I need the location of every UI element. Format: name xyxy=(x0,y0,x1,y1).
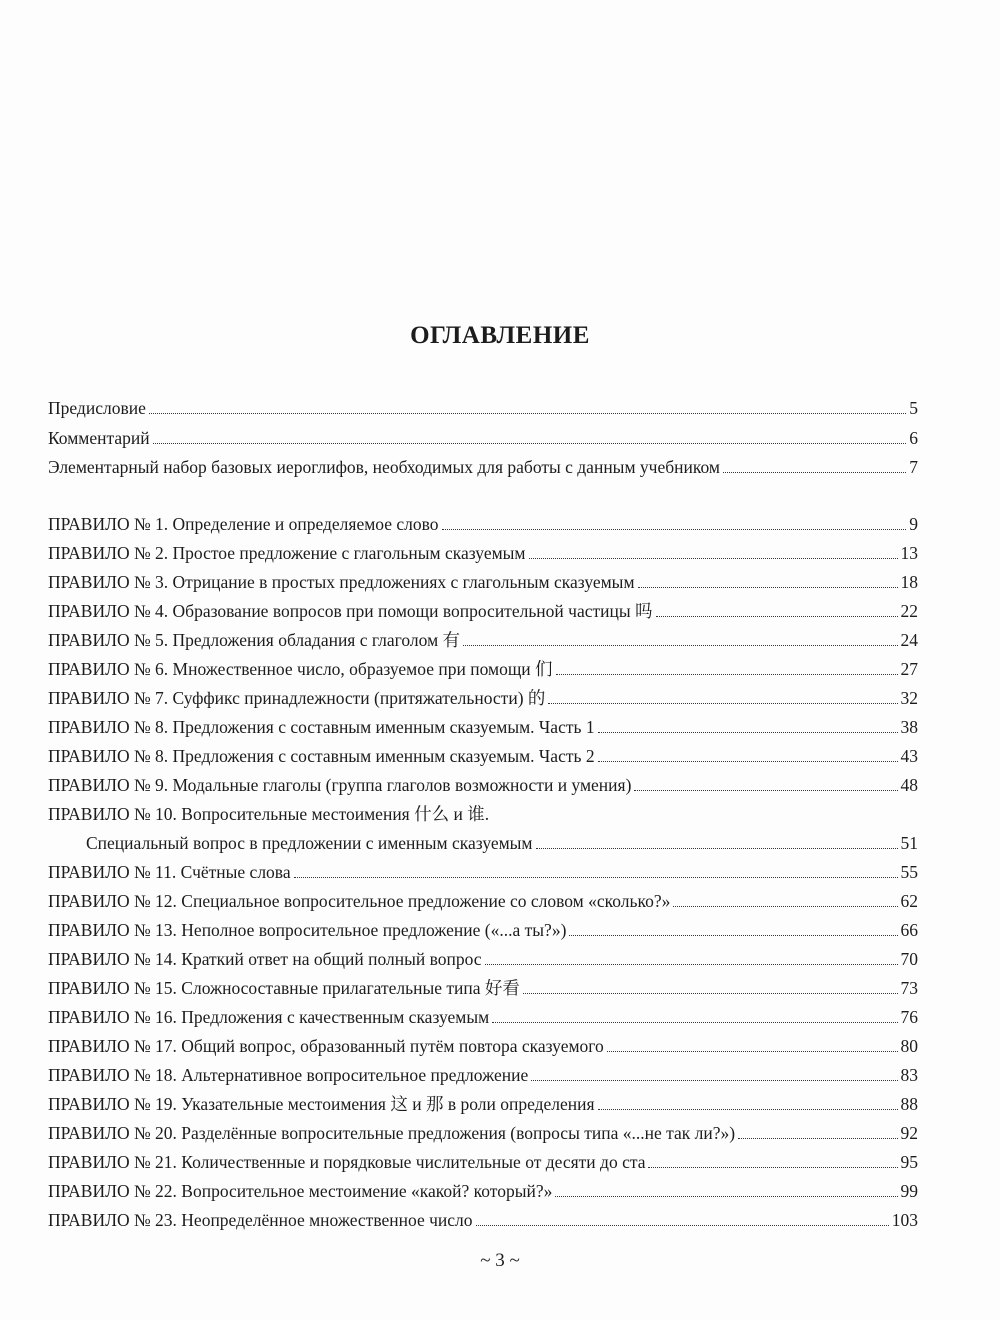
toc-entry[interactable] xyxy=(48,392,918,418)
toc-entry-page: 22 xyxy=(900,601,918,621)
toc-entry-page: 32 xyxy=(900,688,918,708)
toc-entry-label: ПРАВИЛО № 9. Модальные глаголы (группа глаголов возможности и умения) xyxy=(48,775,632,795)
toc-entry[interactable] xyxy=(48,1030,918,1056)
toc-entry[interactable] xyxy=(48,1204,918,1230)
dot-leader xyxy=(569,935,897,936)
toc-entry-page: 73 xyxy=(900,978,918,998)
toc-entry-continuation[interactable] xyxy=(48,827,918,853)
toc-entry[interactable] xyxy=(48,1117,918,1143)
toc-entry-page: 9 xyxy=(909,514,918,534)
toc-entry-label: ПРАВИЛО № 3. Отрицание в простых предложениях с глагольным сказуемым xyxy=(48,572,635,592)
toc-entry-page: 38 xyxy=(900,717,918,737)
toc-entry[interactable] xyxy=(48,972,918,998)
dot-leader xyxy=(648,1167,897,1168)
toc-entry-label: Предисловие xyxy=(48,398,146,418)
toc-entry[interactable] xyxy=(48,885,918,911)
toc-entry-page: 66 xyxy=(900,920,918,940)
toc-entry[interactable] xyxy=(48,537,918,563)
toc-entry-label: ПРАВИЛО № 1. Определение и определяемое слово xyxy=(48,514,439,534)
toc-entry[interactable] xyxy=(48,508,918,534)
dot-leader xyxy=(485,964,898,965)
toc-entry-label: ПРАВИЛО № 17. Общий вопрос, образованный путём повтора сказуемого xyxy=(48,1036,604,1056)
toc-entry[interactable] xyxy=(48,595,918,621)
dot-leader xyxy=(492,1022,897,1023)
toc-entry-page: 76 xyxy=(900,1007,918,1027)
dot-leader xyxy=(294,877,898,878)
toc-entry-label: ПРАВИЛО № 18. Альтернативное вопросительное предложение xyxy=(48,1065,529,1085)
toc-entry[interactable] xyxy=(48,422,918,448)
toc-entry[interactable] xyxy=(48,566,918,592)
toc-entry-label: ПРАВИЛО № 13. Неполное вопросительное предложение («...а ты?») xyxy=(48,920,567,940)
toc-entry-label: ПРАВИЛО № 12. Специальное вопросительное предложение со словом «сколько?» xyxy=(48,891,671,911)
dot-leader xyxy=(476,1225,889,1226)
toc-entry-page: 103 xyxy=(891,1210,918,1230)
toc-entry[interactable] xyxy=(48,1175,918,1201)
toc-entry-label: ПРАВИЛО № 19. Указательные местоимения 这 и 那 в роли определения xyxy=(48,1094,595,1114)
dot-leader xyxy=(556,674,898,675)
toc-entry-page: 27 xyxy=(900,659,918,679)
toc-entry-page: 88 xyxy=(900,1094,918,1114)
dot-leader xyxy=(738,1138,897,1139)
toc-entry-page: 18 xyxy=(900,572,918,592)
toc-entry-page: 13 xyxy=(900,543,918,563)
dot-leader xyxy=(149,413,906,414)
toc-entry-label: ПРАВИЛО № 16. Предложения с качественным сказуемым xyxy=(48,1007,490,1027)
toc-entry-page: 95 xyxy=(900,1152,918,1172)
toc-entry[interactable] xyxy=(48,1059,918,1085)
toc-entry-label: Комментарий xyxy=(48,428,150,448)
toc-entry-page: 62 xyxy=(900,891,918,911)
page-title: ОГЛАВЛЕНИЕ xyxy=(410,322,590,349)
toc-entry-label: Элементарный набор базовых иероглифов, необходимых для работы с данным учебником xyxy=(48,457,720,477)
dot-leader xyxy=(634,790,897,791)
toc-entry-page: 92 xyxy=(900,1123,918,1143)
toc-entry-label: ПРАВИЛО № 8. Предложения с составным именным сказуемым. Часть 2 xyxy=(48,746,595,766)
toc-entry-label: ПРАВИЛО № 14. Краткий ответ на общий полный вопрос xyxy=(48,949,482,969)
toc-entry-label: ПРАВИЛО № 20. Разделённые вопросительные предложения (вопросы типа «...не так ли?») xyxy=(48,1123,736,1143)
dot-leader xyxy=(153,443,907,444)
toc-entry-label: ПРАВИЛО № 6. Множественное число, образуемое при помощи 们 xyxy=(48,659,553,679)
toc-entry[interactable] xyxy=(48,769,918,795)
toc-entry[interactable] xyxy=(48,711,918,737)
toc-entry-label: ПРАВИЛО № 4. Образование вопросов при помощи вопросительной частицы 吗 xyxy=(48,601,653,621)
dot-leader xyxy=(673,906,897,907)
toc-entry-page: 24 xyxy=(900,630,918,650)
toc-entry-page: 43 xyxy=(900,746,918,766)
toc-entry[interactable] xyxy=(48,653,918,679)
dot-leader xyxy=(607,1051,898,1052)
dot-leader xyxy=(723,472,906,473)
toc-entry-label: ПРАВИЛО № 11. Счётные слова xyxy=(48,862,291,882)
toc-entry-label: ПРАВИЛО № 7. Суффикс принадлежности (притяжательности) 的 xyxy=(48,688,546,708)
toc-entry[interactable] xyxy=(48,1001,918,1027)
dot-leader xyxy=(638,587,898,588)
toc-entry-page: 99 xyxy=(900,1181,918,1201)
toc-entry-page: 5 xyxy=(909,398,918,418)
toc-entry-label: ПРАВИЛО № 10. Вопросительные местоимения 什么 и 谁. xyxy=(48,804,490,824)
toc-entry[interactable] xyxy=(48,943,918,969)
dot-leader xyxy=(555,1196,897,1197)
toc-entry[interactable] xyxy=(48,682,918,708)
dot-leader xyxy=(536,848,898,849)
toc-entry-label: ПРАВИЛО № 2. Простое предложение с глагольным сказуемым xyxy=(48,543,526,563)
dot-leader xyxy=(442,529,907,530)
dot-leader xyxy=(656,616,898,617)
toc-entry[interactable] xyxy=(48,914,918,940)
toc-entry-label: ПРАВИЛО № 8. Предложения с составным именным сказуемым. Часть 1 xyxy=(48,717,595,737)
toc-entry[interactable] xyxy=(48,1088,918,1114)
toc-entry-label: ПРАВИЛО № 23. Неопределённое множественное число xyxy=(48,1210,473,1230)
toc-entry-page: 70 xyxy=(900,949,918,969)
dot-leader xyxy=(523,993,898,994)
dot-leader xyxy=(598,1109,898,1110)
toc-entry[interactable] xyxy=(48,856,918,882)
toc-entry-page: 55 xyxy=(900,862,918,882)
page-number: ~ 3 ~ xyxy=(480,1250,520,1271)
toc-entry[interactable] xyxy=(48,451,918,477)
toc-entry-page: 6 xyxy=(909,428,918,448)
toc-entry-label: ПРАВИЛО № 21. Количественные и порядковые числительные от десяти до ста xyxy=(48,1152,646,1172)
dot-leader xyxy=(548,703,897,704)
toc-entry[interactable] xyxy=(48,1146,918,1172)
toc-entry-label: Специальный вопрос в предложении с именным сказуемым xyxy=(86,833,533,853)
dot-leader xyxy=(598,761,898,762)
toc-entry-page: 48 xyxy=(900,775,918,795)
toc-entry[interactable] xyxy=(48,740,918,766)
toc-entry-label: ПРАВИЛО № 5. Предложения обладания с глаголом 有 xyxy=(48,630,461,650)
dot-leader xyxy=(529,558,898,559)
toc-entry-page: 80 xyxy=(900,1036,918,1056)
toc-entry-first-line[interactable] xyxy=(48,798,918,824)
toc-entry-label: ПРАВИЛО № 22. Вопросительное местоимение «какой? который?» xyxy=(48,1181,553,1201)
toc-entry-page: 51 xyxy=(900,833,918,853)
dot-leader xyxy=(463,645,897,646)
toc-entry-label: ПРАВИЛО № 15. Сложносоставные прилагательные типа 好看 xyxy=(48,978,520,998)
toc-entry-page: 7 xyxy=(909,457,918,477)
toc-entry[interactable] xyxy=(48,624,918,650)
dot-leader xyxy=(531,1080,897,1081)
dot-leader xyxy=(598,732,898,733)
toc-entry-page: 83 xyxy=(900,1065,918,1085)
